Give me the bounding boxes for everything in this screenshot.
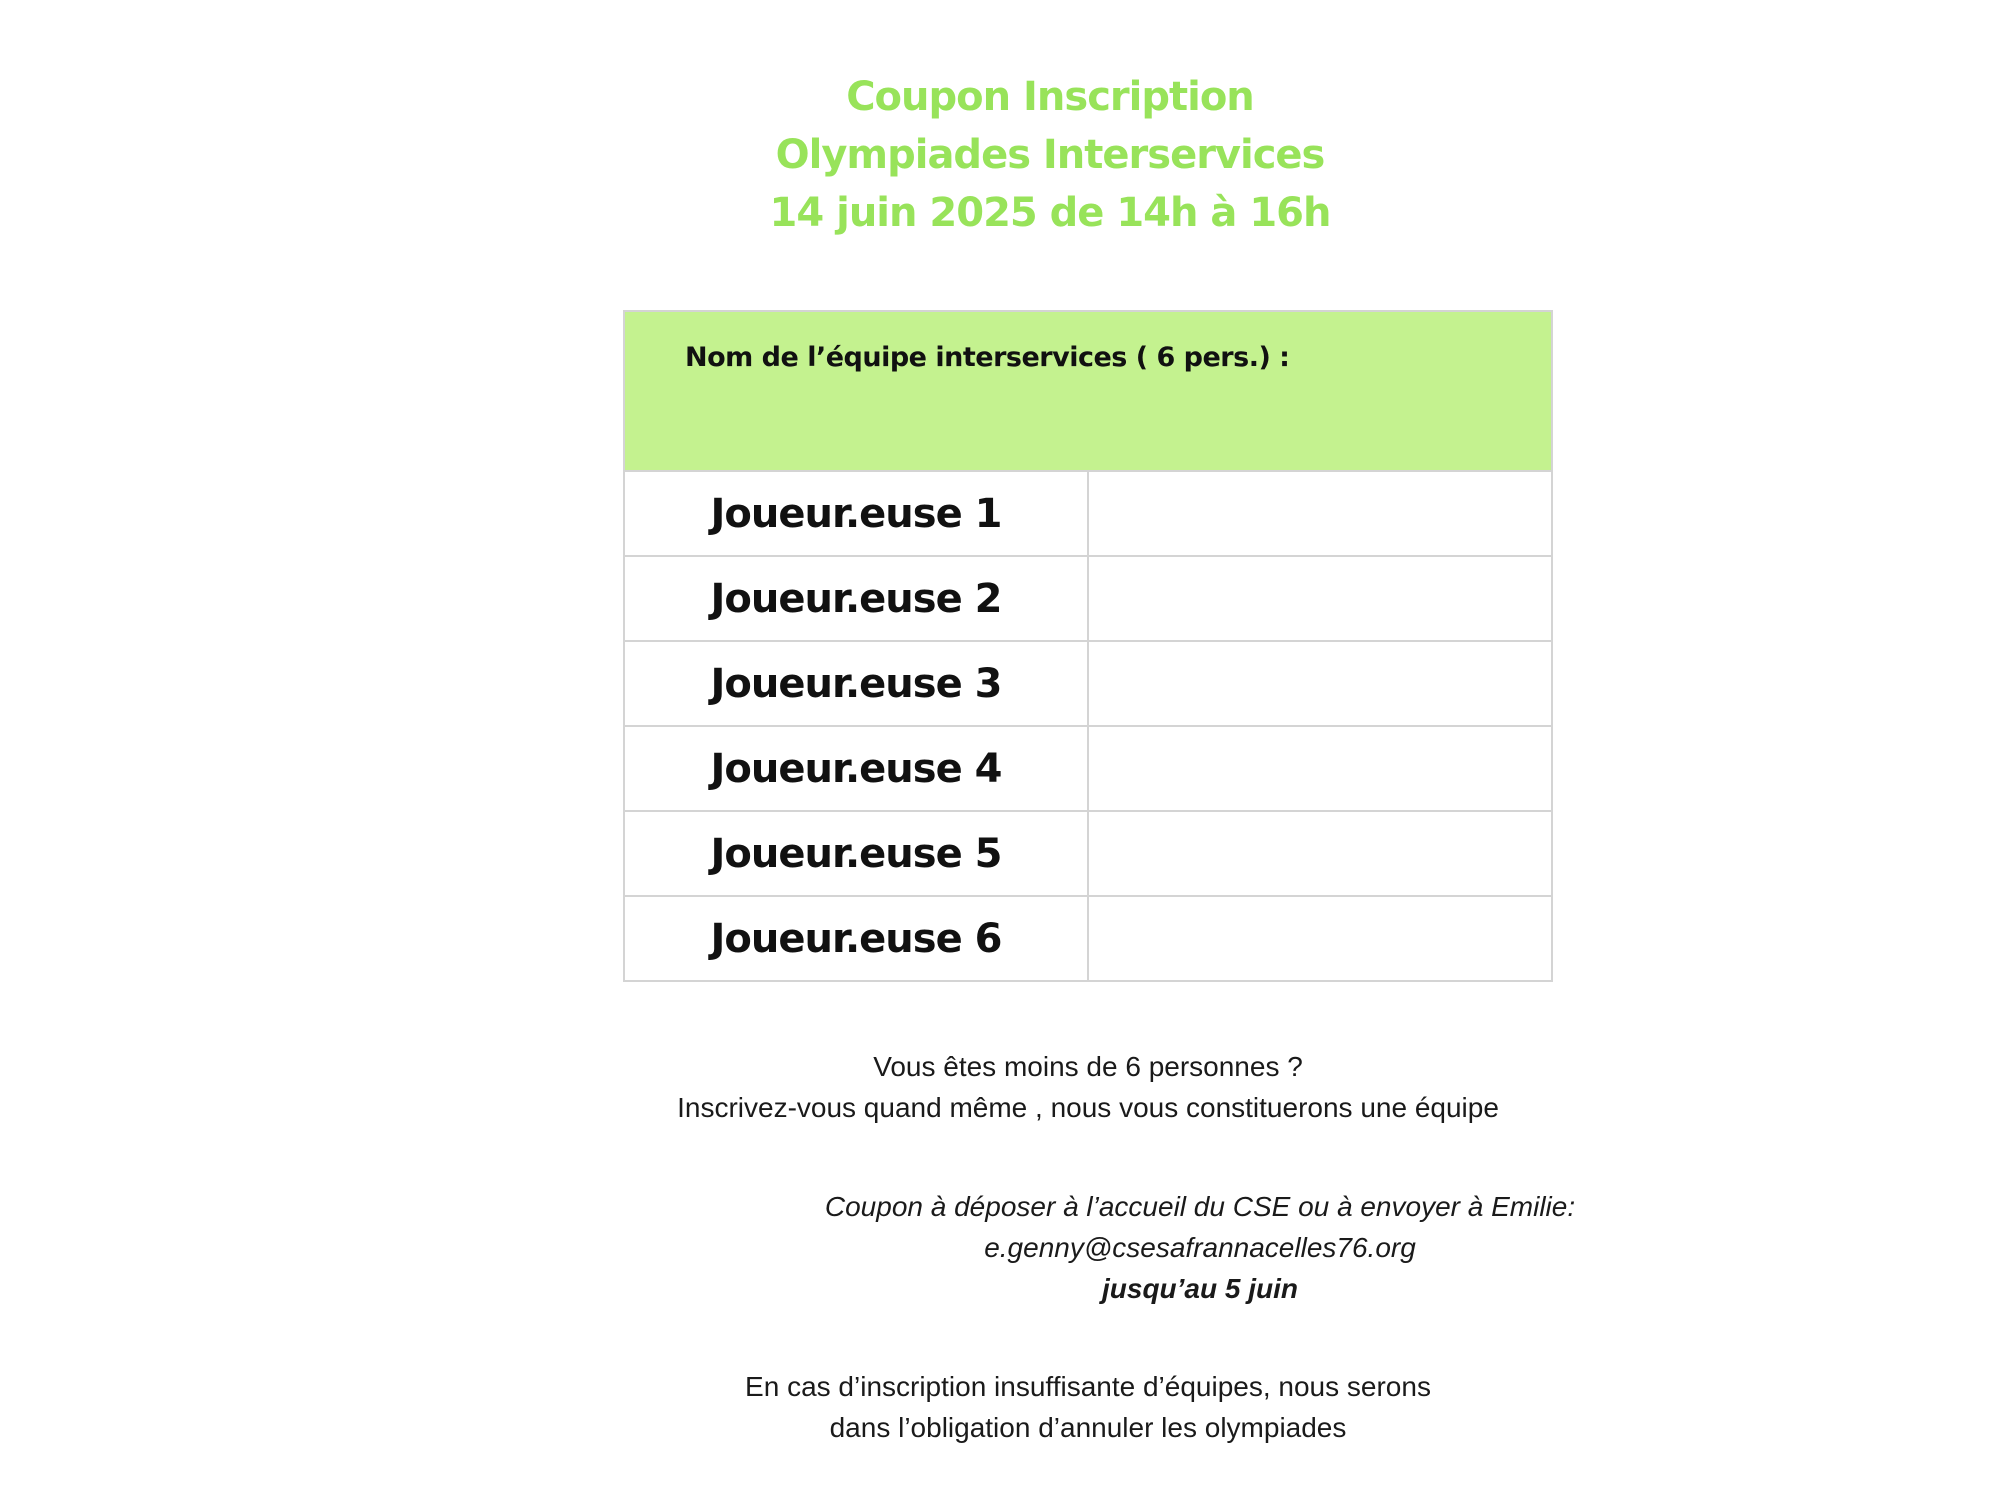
player-name-field[interactable] [1088, 471, 1552, 556]
cancellation-warning [623, 1366, 1553, 1448]
table-row [624, 896, 1552, 981]
note-answer: Inscrivez-vous quand même , nous vous constituerons une équipe [677, 1092, 1499, 1123]
registration-table [623, 310, 1553, 982]
team-name-field[interactable] [624, 311, 1552, 471]
warning-line-2: dans l’obligation d’annuler les olympiades [829, 1412, 1347, 1443]
table-row [624, 811, 1552, 896]
table-row [624, 556, 1552, 641]
table-row [624, 641, 1552, 726]
player-label: Joueur.euse 2 [624, 556, 1088, 641]
player-label: Joueur.euse 5 [624, 811, 1088, 896]
title-line-event: Olympiades Interservices [775, 132, 1325, 178]
player-name-field[interactable] [1088, 896, 1552, 981]
player-label: Joueur.euse 6 [624, 896, 1088, 981]
player-label: Joueur.euse 4 [624, 726, 1088, 811]
small-team-note [623, 1046, 1553, 1128]
note-question: Vous êtes moins de 6 personnes ? [873, 1051, 1303, 1082]
title-line-date: 14 juin 2025 de 14h à 16h [769, 190, 1331, 236]
team-name-label: Nom de l’équipe interservices ( 6 pers.) : [685, 342, 1290, 373]
player-name-field[interactable] [1088, 556, 1552, 641]
deadline-text: jusqu’au 5 juin [1101, 1273, 1298, 1304]
team-name-row [624, 311, 1552, 471]
title-line-coupon: Coupon Inscription [846, 74, 1254, 120]
player-name-field[interactable] [1088, 641, 1552, 726]
contact-email: e.genny@csesafrannacelles76.org [984, 1232, 1416, 1263]
submission-instructions [700, 1186, 1700, 1309]
submission-text: Coupon à déposer à l’accueil du CSE ou à envoyer à Emilie: [824, 1191, 1576, 1222]
table-row [624, 471, 1552, 556]
player-label: Joueur.euse 3 [624, 641, 1088, 726]
player-label: Joueur.euse 1 [624, 471, 1088, 556]
page-title [0, 68, 2000, 242]
table-row [624, 726, 1552, 811]
player-name-field[interactable] [1088, 726, 1552, 811]
player-name-field[interactable] [1088, 811, 1552, 896]
warning-line-1: En cas d’inscription insuffisante d’équipes, nous serons [745, 1371, 1431, 1402]
